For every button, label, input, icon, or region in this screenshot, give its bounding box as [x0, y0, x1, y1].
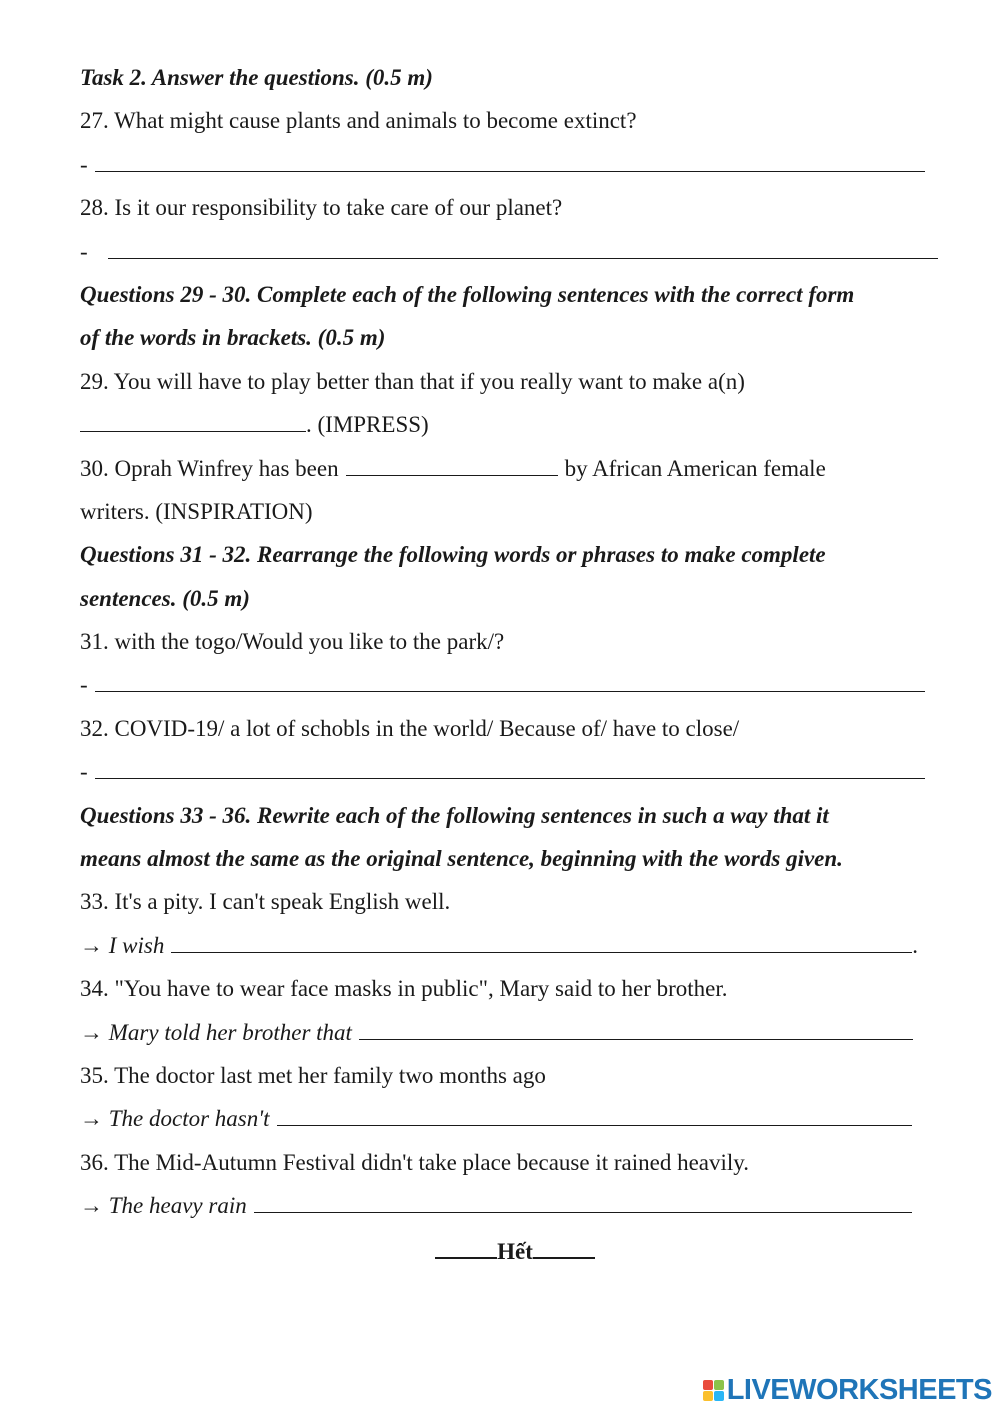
end-rule-right	[533, 1239, 595, 1259]
section-31-32-heading-cont: sentences. (0.5 m)	[80, 585, 250, 611]
question-28: 28. Is it our responsibility to take care of our planet?	[80, 195, 563, 221]
task2-heading: Task 2. Answer the questions. (0.5 m)	[80, 65, 433, 90]
end-text: Hết	[497, 1238, 533, 1264]
logo-square-red	[703, 1380, 713, 1390]
question-33: 33. It's a pity. I can't speak English well.	[80, 889, 451, 915]
answer-34-input[interactable]	[359, 1023, 913, 1040]
section-31-32-heading: Questions 31 - 32. Rearrange the following words or phrases to make complete	[80, 542, 826, 568]
answer-29-input[interactable]	[80, 415, 306, 432]
answer-35-input[interactable]	[277, 1109, 912, 1126]
logo-square-blue	[714, 1391, 724, 1401]
worksheet-page	[80, 56, 950, 1273]
dash: -	[80, 151, 88, 177]
answer-27-input[interactable]	[95, 155, 925, 172]
answer-line-35	[80, 1097, 950, 1140]
question-33-prompt: → I wish	[80, 932, 165, 958]
question-29: 29. You will have to play better than that if you really want to make a(n)	[80, 368, 745, 394]
answer-line-27	[80, 143, 950, 186]
question-33-period: .	[912, 932, 918, 958]
question-31: 31. with the togo/Would you like to the park/?	[80, 629, 505, 655]
question-30-suffix: by African American female	[564, 455, 826, 481]
question-34-prompt: → Mary told her brother that	[80, 1019, 352, 1045]
liveworksheets-logo-icon	[703, 1380, 724, 1401]
section-29-30-heading: Questions 29 - 30. Complete each of the following sentences with the correct form	[80, 281, 855, 307]
answer-36-input[interactable]	[254, 1196, 912, 1213]
answer-line-32	[80, 750, 950, 793]
dash: -	[80, 759, 88, 785]
answer-31-input[interactable]	[95, 675, 925, 692]
answer-line-36	[80, 1184, 950, 1227]
question-27: 27. What might cause plants and animals to become extinct?	[80, 108, 637, 134]
section-29-30-heading-cont: of the words in brackets. (0.5 m)	[80, 325, 386, 351]
section-33-36-heading-cont: means almost the same as the original sentence, beginning with the words given.	[80, 846, 843, 872]
answer-line-33	[80, 924, 950, 967]
question-32: 32. COVID-19/ a lot of schobls in the world/ Because of/ have to close/	[80, 715, 740, 741]
question-30-cont: writers. (INSPIRATION)	[80, 498, 313, 524]
logo-square-yellow	[703, 1391, 713, 1401]
answer-line-34	[80, 1011, 950, 1054]
answer-line-29	[80, 403, 950, 446]
liveworksheets-brand: LIVEWORKSHEETS	[726, 1374, 992, 1406]
dash: -	[80, 238, 88, 264]
end-marker	[80, 1230, 950, 1273]
answer-30-input[interactable]	[346, 459, 558, 476]
end-rule-left	[435, 1239, 497, 1259]
question-34: 34. "You have to wear face masks in public", Mary said to her brother.	[80, 976, 728, 1002]
liveworksheets-logo[interactable]	[703, 1374, 992, 1407]
question-36: 36. The Mid-Autumn Festival didn't take place because it rained heavily.	[80, 1149, 750, 1175]
logo-square-green	[714, 1380, 724, 1390]
section-33-36-heading: Questions 33 - 36. Rewrite each of the following sentences in such a way that it	[80, 802, 829, 828]
answer-line-28	[80, 230, 950, 273]
dash: -	[80, 672, 88, 698]
question-35: 35. The doctor last met her family two months ago	[80, 1062, 546, 1088]
question-35-prompt: → The doctor hasn't	[80, 1106, 270, 1132]
answer-line-31	[80, 663, 950, 706]
question-30	[80, 447, 950, 490]
question-36-prompt: → The heavy rain	[80, 1193, 247, 1219]
answer-33-input[interactable]	[171, 936, 912, 953]
answer-32-input[interactable]	[95, 762, 925, 779]
question-29-hint: . (IMPRESS)	[306, 412, 429, 438]
question-30-prefix: 30. Oprah Winfrey has been	[80, 455, 339, 481]
answer-28-input[interactable]	[108, 242, 938, 259]
